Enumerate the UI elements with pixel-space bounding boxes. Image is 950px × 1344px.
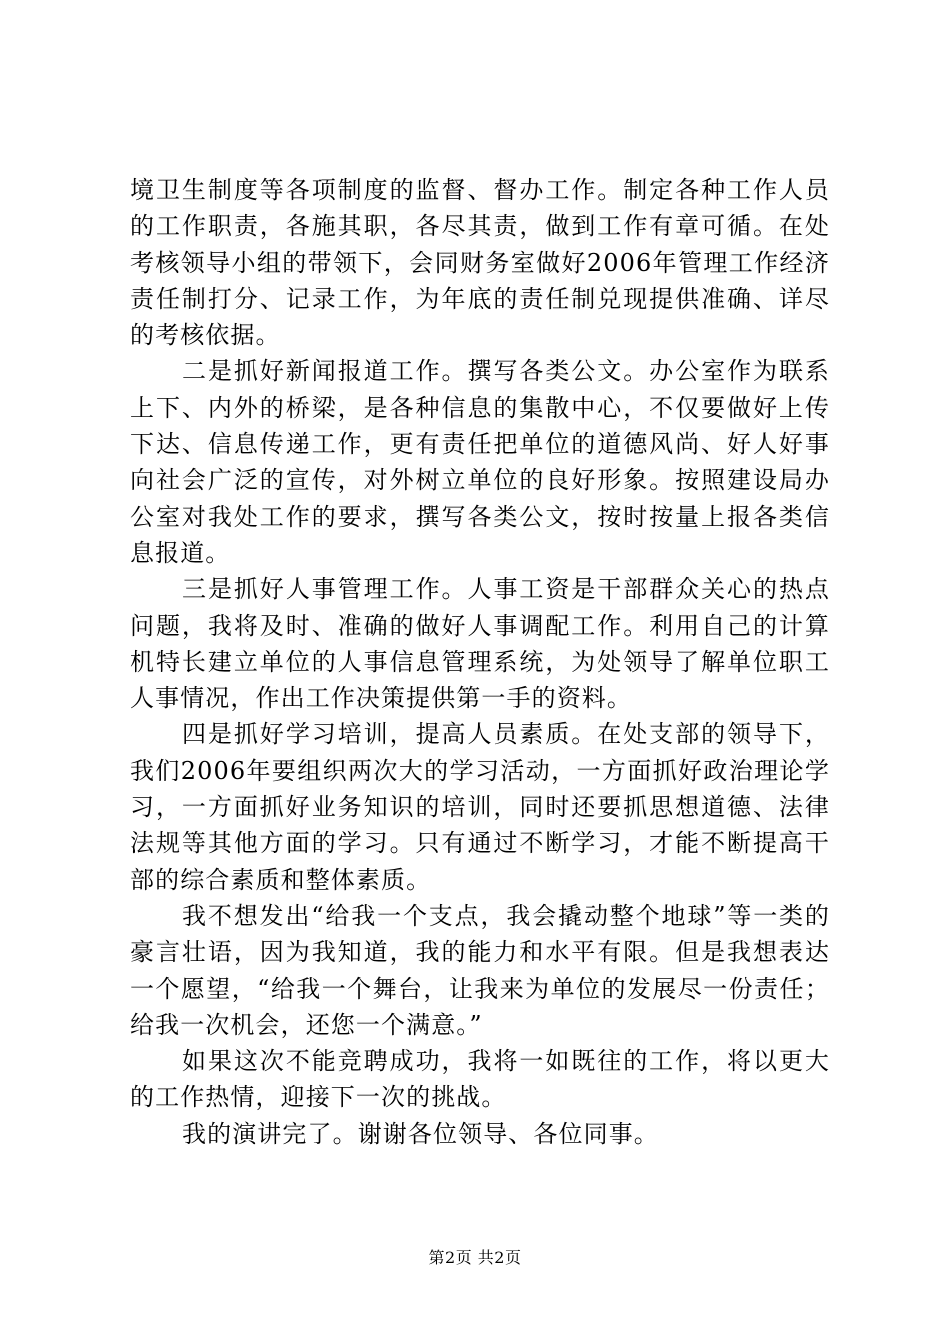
- paragraph-closing: 我的演讲完了。谢谢各位领导、各位同事。: [182, 1119, 659, 1148]
- paragraph-aspiration: 我不想发出“给我一个支点，我会撬动整个地球”等一类的豪言壮语，因为我知道，我的能力和水平有限。但是我想表达一个愿望，“给我一个舞台，让我来为单位的发展尽一份责任；给我一次机会，还您一个满意。”: [130, 901, 830, 1039]
- page-number-footer: 第2页 共2页: [428, 1248, 522, 1267]
- document-body: [130, 172, 830, 1152]
- paragraph-training: 四是抓好学习培训，提高人员素质。在处支部的领导下，我们2006年要组织两次大的学习活动，一方面抓好政治理论学习，一方面抓好业务知识的培训，同时还要抓思想道德、法律法规等其他方面的学习。只有通过不断学习，才能不断提高干部的综合素质和整体素质。: [130, 720, 830, 894]
- paragraph-personnel-management: 三是抓好人事管理工作。人事工资是干部群众关心的热点问题，我将及时、准确的做好人事调配工作。利用自己的计算机特长建立单位的人事信息管理系统，为处领导了解单位职工人事情况，作出工作决策提供第一手的资料。: [130, 575, 830, 713]
- paragraph-continuation: 境卫生制度等各项制度的监督、督办工作。制定各种工作人员的工作职责，各施其职，各尽其责，做到工作有章可循。在处考核领导小组的带领下，会同财务室做好2006年管理工作经济责任制打分、记录工作，为年底的责任制兑现提供准确、详尽的考核依据。: [130, 176, 830, 350]
- paragraph-news-reporting: 二是抓好新闻报道工作。撰写各类公文。办公室作为联系上下、内外的桥梁，是各种信息的集散中心，不仅要做好上传下达、信息传递工作，更有责任把单位的道德风尚、好人好事向社会广泛的宣传，对外树立单位的良好形象。按照建设局办公室对我处工作的要求，撰写各类公文，按时按量上报各类信息报道。: [130, 357, 830, 567]
- paragraph-commitment: 如果这次不能竞聘成功，我将一如既往的工作，将以更大的工作热情，迎接下一次的挑战。: [130, 1047, 830, 1112]
